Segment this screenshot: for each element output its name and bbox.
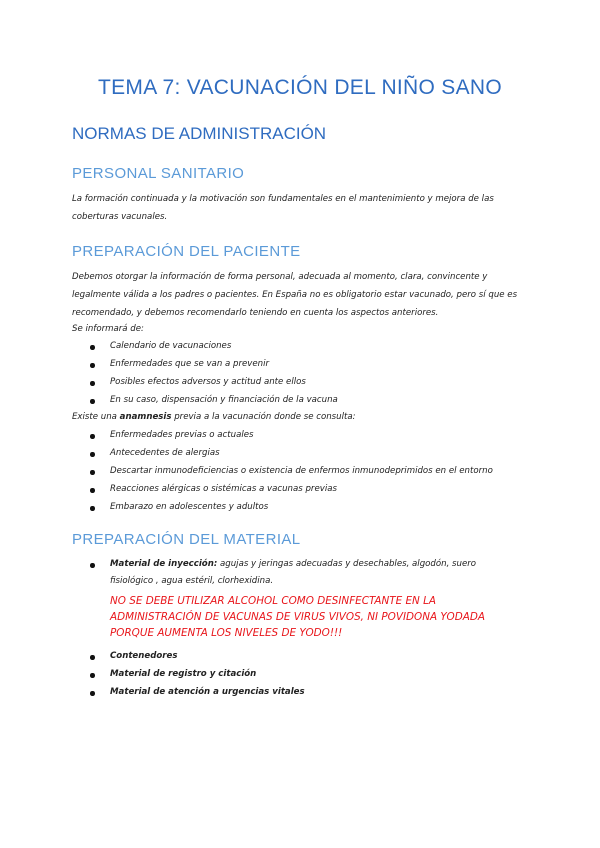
bullet-dot [90,363,95,368]
anamnesis-intro [72,412,356,422]
material-inyeccion-text: agujas y jeringas adecuadas y desechables, algodón, suero fisiológico , agua estéril, clorhexidina. [110,559,477,586]
list-item: Calendario de vacunaciones [110,341,232,351]
bullet-dot [90,399,95,404]
list-item: Antecedentes de alergias [110,448,220,458]
material-inyeccion-label: Material de inyección: [110,559,218,569]
bullet-dot [90,655,95,660]
list-item: Posibles efectos adversos y actitud ante ellos [110,377,306,387]
bullet-dot [90,673,95,678]
bullet-dot [90,381,95,386]
heading-preparacion-paciente: PREPARACIÓN DEL PACIENTE [72,243,301,260]
bullet-dot [90,691,95,696]
bullet-dot [90,434,95,439]
heading-personal-sanitario: PERSONAL SANITARIO [72,165,245,182]
list-item: Descartar inmunodeficiencias o existencia de enfermos inmunodeprimidos en el entorno [110,466,493,476]
document-title: TEMA 7: VACUNACIÓN DEL NIÑO SANO [97,76,502,99]
list-item: En su caso, dispensación y financiación de la vacuna [110,395,338,405]
bullet-dot [90,506,95,511]
list-item: Material de atención a urgencias vitales [110,687,305,697]
list-item: Enfermedades previas o actuales [110,430,254,440]
section-heading: NORMAS DE ADMINISTRACIÓN [72,124,327,143]
list-item: Embarazo en adolescentes y adultos [110,502,269,512]
anamnesis-post: previa a la vacunación donde se consulta: [171,412,356,422]
list-item: Material de registro y citación [110,669,257,679]
bullet-dot [90,345,95,350]
bullet-dot [90,488,95,493]
bullet-dot [90,563,95,568]
material-inyeccion [110,556,520,590]
anamnesis-pre: Existe una [72,412,120,422]
personal-paragraph: La formación continuada y la motivación son fundamentales en el mantenimiento y mejora de las coberturas vacunales. [72,194,494,222]
list-item: Contenedores [110,651,178,661]
heading-preparacion-material: PREPARACIÓN DEL MATERIAL [72,531,301,548]
warning-text: NO SE DEBE UTILIZAR ALCOHOL COMO DESINFECTANTE EN LA ADMINISTRACIÓN DE VACUNAS DE VIRUS VIVOS, NI POVIDONA YODADA PORQUE AUMENTA LOS NIVELES DE YODO!!! [110,595,485,639]
paciente-paragraph: Debemos otorgar la información de forma personal, adecuada al momento, clara, convincente y legalmente válida a los padres o pacientes. En España no es obligatorio estar vacunado, pero sí que es recomendado, y debemos recomendarlo teniendo en cuenta los aspectos anteriores. [72,272,518,318]
anamnesis-term: anamnesis [119,412,172,422]
bullet-dot [90,470,95,475]
list-item: Reacciones alérgicas o sistémicas a vacunas previas [110,484,337,494]
list-item: Enfermedades que se van a prevenir [110,359,270,369]
inform-intro: Se informará de: [72,324,144,334]
bullet-dot [90,452,95,457]
